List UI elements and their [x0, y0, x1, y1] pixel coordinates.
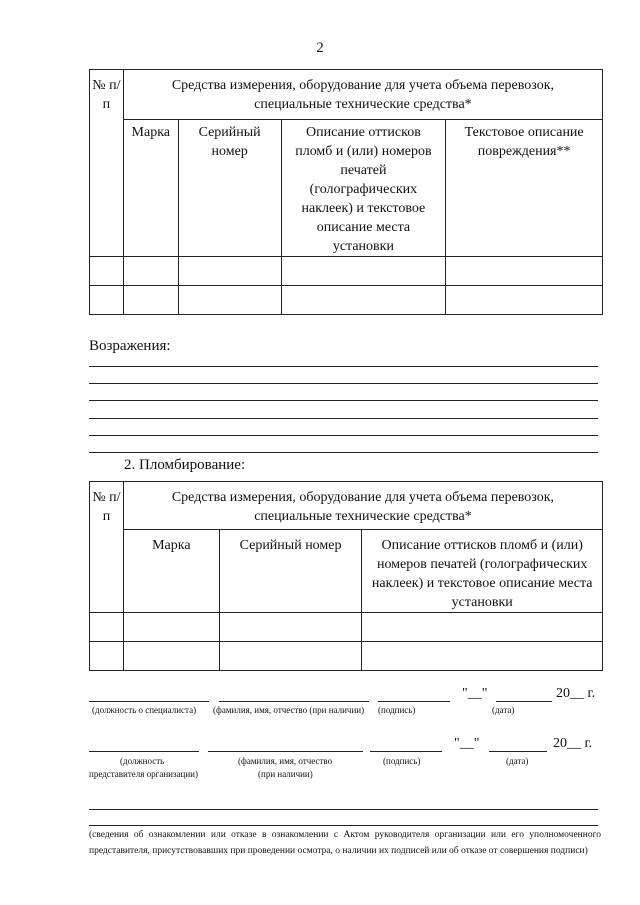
col-brand-header: Марка [123, 120, 178, 257]
col-seal-desc-header: Описание оттисков пломб и (или) номеров печатей (голографических наклеек) и текстовое описание места установки [362, 530, 603, 613]
objection-line[interactable] [89, 435, 598, 436]
objection-line[interactable] [89, 418, 598, 419]
signature-field[interactable] [370, 751, 442, 752]
table-cell[interactable] [123, 257, 178, 286]
header-group: Средства измерения, оборудование для учета объема перевозок, специальные технические средства* [123, 482, 602, 530]
table-cell[interactable] [362, 642, 603, 671]
table-cell[interactable] [90, 642, 124, 671]
date-caption: (дата) [506, 756, 529, 766]
position-field[interactable] [89, 751, 199, 752]
date-day-quotes[interactable]: "__" [454, 736, 480, 751]
table-cell[interactable] [219, 642, 362, 671]
name-field[interactable] [219, 701, 369, 702]
col-number-header: № п/п [90, 482, 124, 613]
objection-line[interactable] [89, 452, 598, 453]
name-caption: (фамилия, имя, отчество (при наличии) [213, 705, 365, 715]
name-caption: (при наличии) [258, 769, 313, 779]
date-month-field[interactable] [489, 751, 547, 752]
position-caption: представителя организации) [89, 769, 198, 779]
date-month-field[interactable] [496, 701, 552, 702]
table-row [90, 257, 603, 286]
objection-line[interactable] [89, 366, 598, 367]
signature-field[interactable] [378, 701, 450, 702]
table-cell[interactable] [178, 286, 281, 315]
name-field[interactable] [208, 751, 363, 752]
col-damage-header: Текстовое описание повреждения** [446, 120, 603, 257]
date-year: 20__ г. [553, 736, 593, 751]
acknowledgement-line[interactable] [89, 809, 598, 810]
table-cell[interactable] [90, 286, 124, 315]
equipment-table [89, 69, 603, 315]
objections-label: Возражения: [89, 338, 171, 354]
sealing-table [89, 481, 603, 671]
name-caption: (фамилия, имя, отчество [238, 756, 333, 766]
table-cell[interactable] [178, 257, 281, 286]
table-cell[interactable] [123, 642, 219, 671]
col-number-header: № п/п [90, 70, 124, 257]
table-cell[interactable] [90, 613, 124, 642]
position-field[interactable] [89, 701, 209, 702]
page-number: 2 [316, 40, 324, 56]
col-serial-header: Серийный номер [219, 530, 362, 613]
table-cell[interactable] [123, 613, 219, 642]
table-cell[interactable] [123, 286, 178, 315]
position-caption: (должность [120, 756, 165, 766]
col-seal-desc-header: Описание оттисков пломб и (или) номеров печатей (голографических наклеек) и текстовое описание места установки [281, 120, 446, 257]
position-caption: (должность о специалиста) [92, 705, 197, 715]
table-cell[interactable] [446, 286, 603, 315]
section-title: 2. Пломбирование: [124, 457, 246, 473]
col-brand-header: Марка [123, 530, 219, 613]
table-cell[interactable] [281, 286, 446, 315]
objection-line[interactable] [89, 400, 598, 401]
table-cell[interactable] [362, 613, 603, 642]
header-group: Средства измерения, оборудование для учета объема перевозок, специальные технические средства* [123, 70, 602, 120]
date-day-quotes[interactable]: "__" [462, 686, 488, 701]
table-cell[interactable] [446, 257, 603, 286]
signature-caption: (подпись) [378, 705, 416, 715]
table-cell[interactable] [281, 257, 446, 286]
signature-caption: (подпись) [383, 756, 421, 766]
col-serial-header: Серийный номер [178, 120, 281, 257]
table-cell[interactable] [219, 613, 362, 642]
date-caption: (дата) [492, 705, 515, 715]
table-row [90, 613, 603, 642]
objection-line[interactable] [89, 383, 598, 384]
table-row [90, 642, 603, 671]
table-row [90, 286, 603, 315]
date-year: 20__ г. [556, 686, 596, 701]
table-cell[interactable] [90, 257, 124, 286]
acknowledgement-line[interactable] [89, 825, 598, 826]
acknowledgement-caption: (сведения об ознакомлении или отказе в ознакомлении с Актом руководителя организации или его уполномоченного представителя, присутствовавших при проведении осмотра, о наличии их подписей или об отказе от совершения подписи) [89, 830, 601, 856]
